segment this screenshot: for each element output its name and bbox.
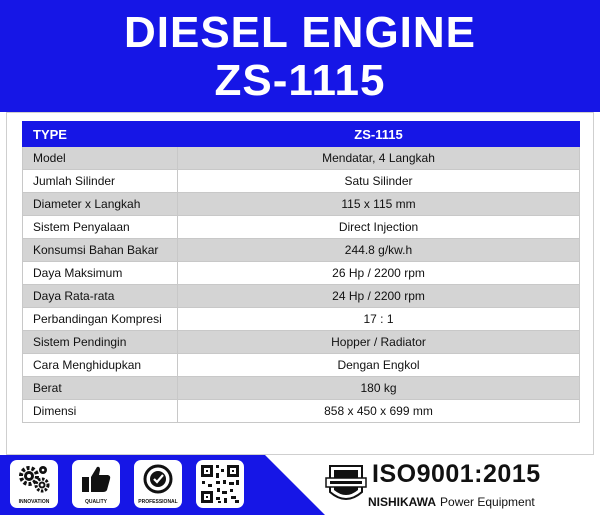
qr-code-icon <box>196 460 244 508</box>
badge-innovation <box>10 460 58 508</box>
row-label: Konsumsi Bahan Bakar <box>23 239 178 262</box>
row-label: Sistem Pendingin <box>23 331 178 354</box>
row-label: Dimensi <box>23 400 178 423</box>
row-value: Dengan Engkol <box>178 354 580 377</box>
spec-table <box>22 121 580 423</box>
table-header-row <box>23 122 580 147</box>
row-label: Perbandingan Kompresi <box>23 308 178 331</box>
row-value: 17 : 1 <box>178 308 580 331</box>
table-row <box>23 354 580 377</box>
row-value: Satu Silinder <box>178 170 580 193</box>
row-label: Model <box>23 147 178 170</box>
row-value: 26 Hp / 2200 rpm <box>178 262 580 285</box>
brand-name: NISHIKAWA <box>368 495 437 509</box>
brand-tagline: Power Equipment <box>440 495 535 509</box>
table-row <box>23 400 580 423</box>
page-title: DIESEL ENGINE <box>123 8 477 57</box>
row-label: Berat <box>23 377 178 400</box>
row-value: Hopper / Radiator <box>178 331 580 354</box>
table-row <box>23 285 580 308</box>
row-label: Jumlah Silinder <box>23 170 178 193</box>
badge-quality <box>72 460 120 508</box>
table-row <box>23 147 580 170</box>
row-label: Daya Maksimum <box>23 262 178 285</box>
table-row <box>23 308 580 331</box>
row-label: Sistem Penyalaan <box>23 216 178 239</box>
table-row <box>23 262 580 285</box>
table-row <box>23 193 580 216</box>
iso-certification: ISO9001:2015 <box>372 460 541 488</box>
badge-label: PROFESSIONAL <box>138 499 178 505</box>
thumbs-up-icon <box>78 463 114 495</box>
row-value: 180 kg <box>178 377 580 400</box>
professional-medal-icon <box>140 463 176 495</box>
row-value: 115 x 115 mm <box>178 193 580 216</box>
gears-icon <box>16 463 52 495</box>
brand-line <box>368 495 535 509</box>
table-row <box>23 331 580 354</box>
footer-divider <box>265 455 325 515</box>
badge-professional <box>134 460 182 508</box>
header-value: ZS-1115 <box>178 122 580 147</box>
badge-label: QUALITY <box>85 499 107 505</box>
badge-label: INNOVATION <box>18 499 50 505</box>
row-value: Direct Injection <box>178 216 580 239</box>
model-title: ZS-1115 <box>214 56 386 105</box>
row-label: Cara Menghidupkan <box>23 354 178 377</box>
table-row <box>23 170 580 193</box>
row-value: Mendatar, 4 Langkah <box>178 147 580 170</box>
table-row <box>23 216 580 239</box>
table-row <box>23 239 580 262</box>
row-label: Daya Rata-rata <box>23 285 178 308</box>
header-label: TYPE <box>23 122 178 147</box>
row-label: Diameter x Langkah <box>23 193 178 216</box>
certification-seal-icon <box>324 462 368 510</box>
row-value: 24 Hp / 2200 rpm <box>178 285 580 308</box>
table-row <box>23 377 580 400</box>
row-value: 858 x 450 x 699 mm <box>178 400 580 423</box>
row-value: 244.8 g/kw.h <box>178 239 580 262</box>
